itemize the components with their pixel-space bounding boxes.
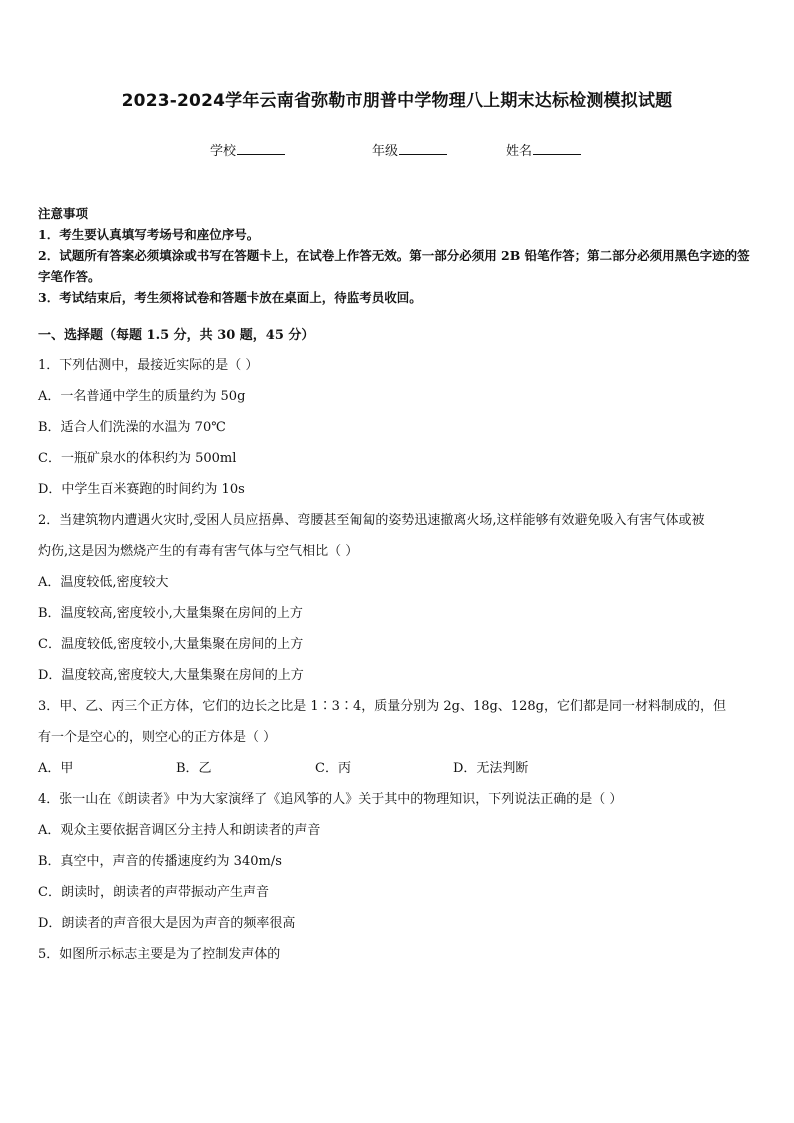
notes-item: 1．考生要认真填写考场号和座位序号。 — [38, 227, 260, 242]
question-stem: 3．甲、乙、丙三个正方体，它们的边长之比是 1∶3∶4，质量分别为 2g、18g、128g，它们都是同一材料制成的，但 — [38, 699, 726, 714]
question-option: C．丙 — [315, 761, 351, 776]
notes-item: 3．考试结束后，考生须将试卷和答题卡放在桌面上，待监考员收回。 — [38, 290, 422, 305]
question-stem: 4．张一山在《朗读者》中为大家演绎了《追风筝的人》关于其中的物理知识，下列说法正确的是（ ） — [38, 792, 623, 807]
name-blank[interactable] — [533, 141, 581, 155]
question-stem: 2．当建筑物内遭遇火灾时,受困人员应捂鼻、弯腰甚至匍匐的姿势迅速撤离火场,这样能够有效避免吸入有害气体或被 — [38, 513, 705, 528]
question-option: A．观众主要依据音调区分主持人和朗读者的声音 — [38, 823, 321, 838]
question-option: C．一瓶矿泉水的体积约为 500ml — [38, 451, 237, 466]
question-stem: 5．如图所示标志主要是为了控制发声体的 — [38, 947, 281, 962]
question-option: D．朗读者的声音很大是因为声音的频率很高 — [38, 916, 296, 931]
question-option: A．温度较低,密度较大 — [38, 575, 169, 590]
name-label: 姓名 — [506, 144, 533, 159]
question-option: A．甲 — [38, 761, 74, 776]
question-list — [38, 350, 760, 970]
grade-blank[interactable] — [399, 141, 447, 155]
school-label: 学校 — [210, 144, 237, 159]
question-option: D．温度较高,密度较大,大量集聚在房间的上方 — [38, 668, 304, 683]
grade-label: 年级 — [372, 144, 399, 159]
notes-item: 2．试题所有答案必须填涂或书写在答题卡上，在试卷上作答无效。第一部分必须用 2B 铅笔作答；第二部分必须用黑色字迹的签字笔作答。 — [38, 248, 750, 284]
question-option: C．温度较低,密度较小,大量集聚在房间的上方 — [38, 637, 304, 652]
question-option: B．真空中，声音的传播速度约为 340m/s — [38, 854, 282, 869]
student-info-row — [0, 140, 794, 160]
question-option: D．中学生百米赛跑的时间约为 10s — [38, 482, 245, 497]
question-option: A．一名普通中学生的质量约为 50g — [38, 389, 246, 404]
section-heading: 一、选择题（每题 1.5 分，共 30 题，45 分） — [38, 328, 315, 343]
question-options-row — [38, 753, 760, 784]
school-field — [210, 140, 285, 159]
exam-notes — [38, 203, 760, 308]
notes-heading: 注意事项 — [38, 206, 89, 221]
question-stem: 1．下列估测中，最接近实际的是（ ） — [38, 358, 259, 373]
question-option: C．朗读时，朗读者的声带振动产生声音 — [38, 885, 269, 900]
question-stem-continued: 灼伤,这是因为燃烧产生的有毒有害气体与空气相比（ ） — [38, 544, 359, 559]
school-blank[interactable] — [237, 141, 285, 155]
question-option: B．温度较高,密度较小,大量集聚在房间的上方 — [38, 606, 303, 621]
question-stem-continued: 有一个是空心的，则空心的正方体是（ ） — [38, 730, 277, 745]
question-option: D．无法判断 — [453, 761, 529, 776]
question-option: B．适合人们洗澡的水温为 70℃ — [38, 420, 226, 435]
name-field — [506, 140, 581, 159]
question-option: B．乙 — [176, 761, 212, 776]
page-title: 2023-2024学年云南省弥勒市朋普中学物理八上期末达标检测模拟试题 — [121, 91, 673, 111]
grade-field — [372, 140, 447, 159]
